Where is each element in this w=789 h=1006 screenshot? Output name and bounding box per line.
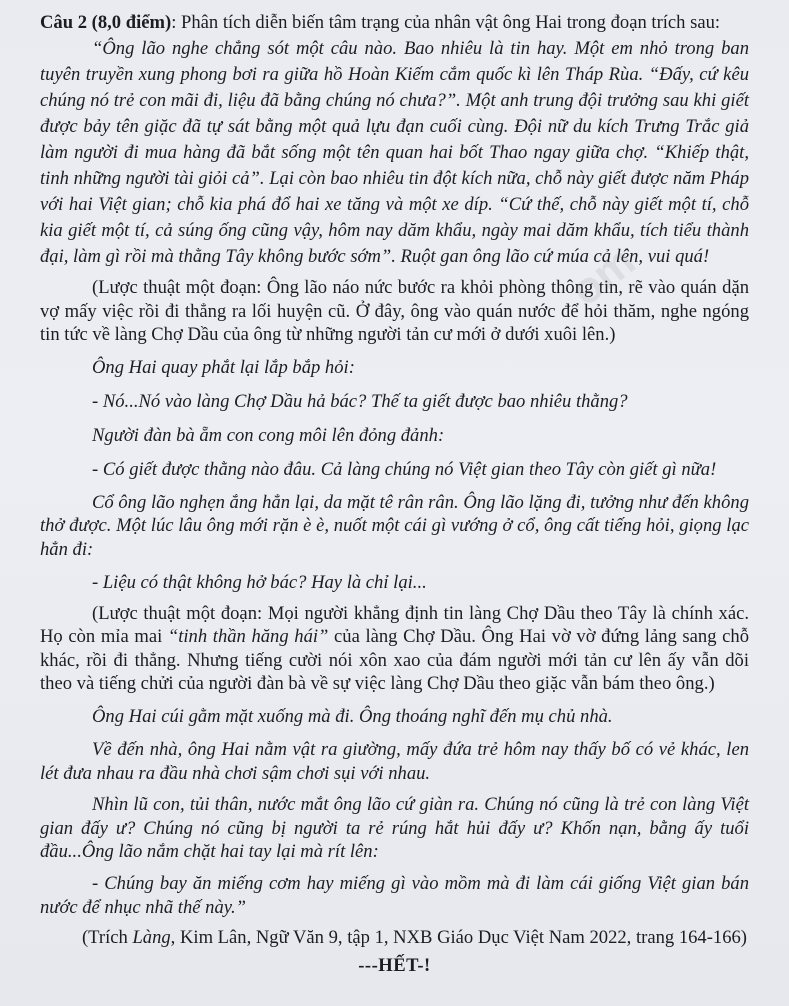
excerpt — [40, 36, 749, 919]
source-citation — [40, 927, 749, 949]
summary-2-text-after: của làng Chợ Dầu. Ông Hai vờ vờ đứng lảng sang chỗ khác, rồi đi thẳng. Nhưng tiếng cười nói xôn xao của đám người mới tản cư lên ấy vẫn dõi theo và tiếng chửi của người đàn bà về sự việc làng Chợ Dầu theo giặc vẫn bám theo ông.) — [40, 626, 749, 695]
end-mark: ---HẾT-! — [358, 955, 431, 977]
excerpt-paragraph-children: Nhìn lũ con, tủi thân, nước mắt ông lão cứ giàn ra. Chúng nó cũng là trẻ con làng Việt gian đấy ư? Chúng nó cũng bị người ta rẻ rúng hắt hủi đấy ư? Khốn nạn, bằng ấy tuổi đầu...Ông lão nắm chặt hai tay lại mà rít lên: — [40, 794, 749, 863]
dialogue-line-2: - Có giết được thằng nào đâu. Cả làng chúng nó Việt gian theo Tây còn giết gì nữa! — [92, 458, 717, 480]
dialogue-line-1: - Nó...Nó vào làng Chợ Dầu hả bác? Thế ta giết được bao nhiêu thằng? — [92, 390, 628, 412]
summary-2-text-before: (Lược thuật một đoạn: Mọi người khẳng định tin làng Chợ Dầu theo Tây là chính xác. Họ còn mỉa mai — [40, 602, 749, 648]
excerpt-paragraph-home: Về đến nhà, ông Hai nằm vật ra giường, mấy đứa trẻ hôm nay thấy bố có vẻ khác, len lét đưa nhau ra đầu nhà chơi sậm chơi sụi với nhau. — [40, 738, 749, 784]
excerpt-paragraph-shock: Cổ ông lão nghẹn ắng hẳn lại, da mặt tê rân rân. Ông lão lặng đi, tưởng như đến không thở được. Một lúc lâu ông mới rặn è è, nuốt một cái gì vướng ở cổ, ông cất tiếng hỏi, giọng lạc hẳn đi: — [40, 491, 749, 560]
question-prompt: : Phân tích diễn biến tâm trạng của nhân vật ông Hai trong đoạn trích sau: — [171, 12, 721, 33]
svg-text:om: om — [562, 236, 645, 316]
excerpt-line-ong-hai-asks: Ông Hai quay phắt lại lắp bắp hỏi: — [92, 356, 355, 378]
excerpt-line-walks-away: Ông Hai cúi gằm mặt xuống mà đi. Ông thoáng nghĩ đến mụ chủ nhà. — [92, 705, 613, 727]
summary-paragraph-2 — [40, 602, 749, 696]
excerpt-paragraph-news: “Ông lão nghe chẳng sót một câu nào. Bao nhiêu là tin hay. Một em nhỏ trong ban tuyên truyền xung phong bơi ra giữa hồ Hoàn Kiếm cắm quốc kì lên Tháp Rùa. “Đấy, cứ kêu chúng nó trẻ con mãi đi, liệu đã bằng chúng nó chưa?”. Một anh trung đội trưởng sau khi giết được bảy tên giặc đã tự sát bằng một quả lựu đạn cuối cùng. Đội nữ du kích Trưng Trắc giả làm người đi mua hàng đã bắt sống một tên quan hai bốt Thao ngay giữa chợ. “Khiếp thật, tinh những người tài giỏi cả”. Lại còn bao nhiêu tin đột kích nữa, chỗ này giết được năm Pháp với hai Việt gian; chỗ kia phá đổ hai xe tăng và một xe díp. “Cứ thế, chỗ này giết một tí, chỗ kia giết một tí, cả súng ống cũng vậy, hôm nay dăm khẩu, ngày mai dăm khẩu, tích tiểu thành đại, làm gì rồi mà thằng Tây không bước sớm”. Ruột gan ông lão cứ múa cả lên, vui quá! — [40, 38, 749, 267]
dialogue-line-3: - Liệu có thật không hở bác? Hay là chỉ lại... — [92, 571, 427, 593]
citation-prefix: (Trích — [81, 927, 133, 949]
summary-2-quote: “tinh thần hăng hái” — [167, 626, 329, 648]
summary-paragraph-1: (Lược thuật một đoạn: Ông lão náo nức bước ra khỏi phòng thông tin, rẽ vào quán dặn vợ mấy việc rồi đi thẳng ra lối huyện cũ. Ở đây, ông vào quán nước để hỏi thăm, nghe ngóng tin tức về làng Chợ Dầu của ông từ những người tản cư mới ở dưới xuôi lên.) — [40, 277, 749, 346]
dialogue-line-4: - Chúng bay ăn miếng cơm hay miếng gì vào mồm mà đi làm cái giống Việt gian bán nước để nhục nhã thế này.” — [40, 872, 749, 918]
question-heading — [40, 10, 749, 36]
excerpt-line-woman: Người đàn bà ẵm con cong môi lên đỏng đảnh: — [92, 424, 445, 446]
citation-work-title: Làng — [132, 927, 171, 949]
question-label: Câu 2 (8,0 điểm) — [40, 12, 172, 33]
citation-details: , Kim Lân, Ngữ Văn 9, tập 1, NXB Giáo Dục Việt Nam 2022, trang 164-166) — [170, 927, 747, 949]
